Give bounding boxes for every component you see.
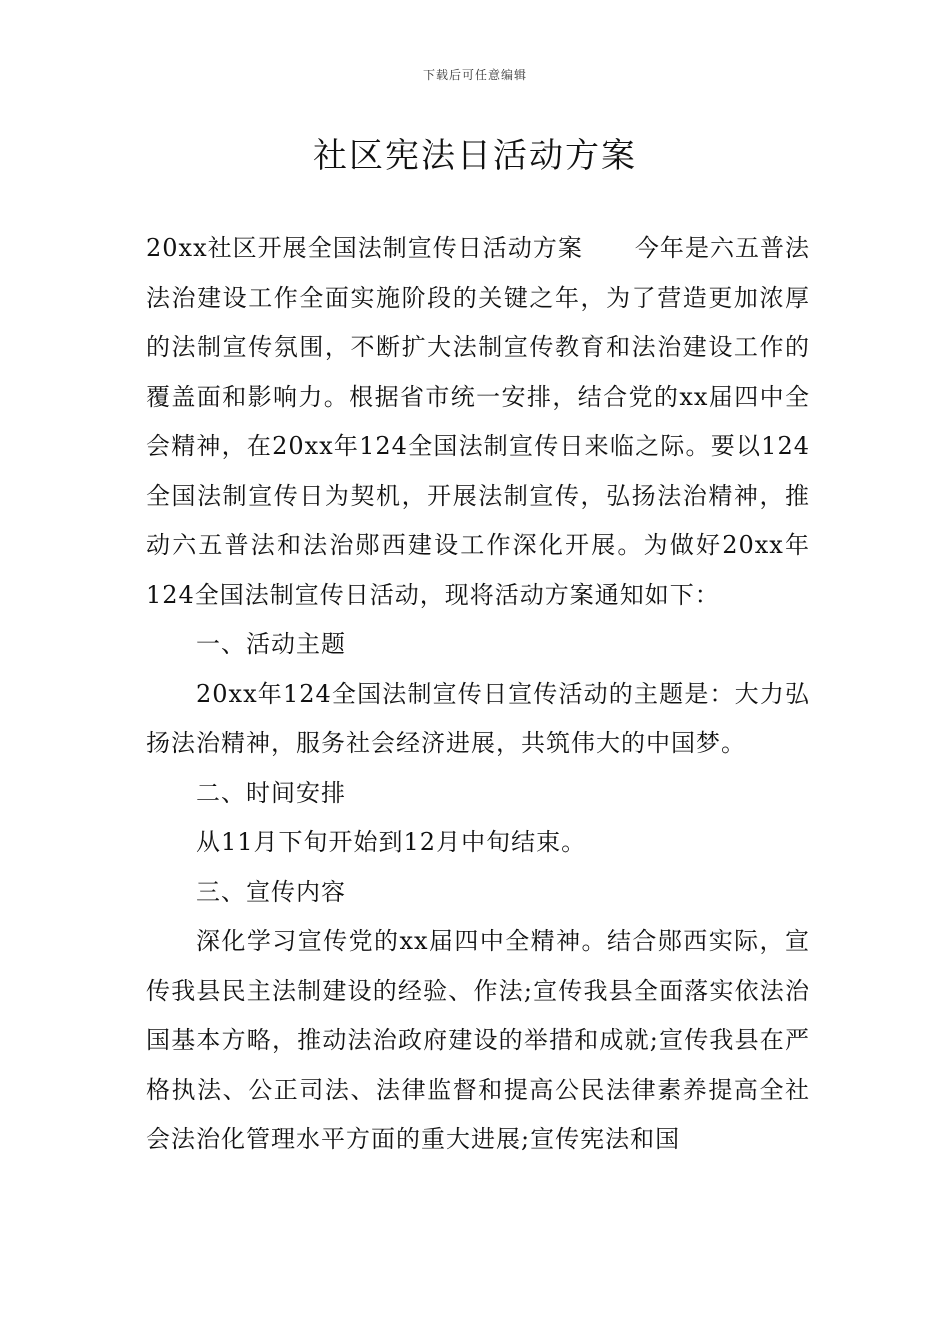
section-body-schedule: 从11月下旬开始到12月中旬结束。 [196,828,587,856]
section-body-content: 深化学习宣传党的xx届四中全精神。结合郧西实际，宣传我县民主法制建设的经验、作法;宣传我县全面落实依法治国基本方略，推动法治政府建设的举措和成就;宣传我县在严格执法、公正司法、法律监督和提高公民法律素养提高全社会法治化管理水平方面的重大进展;宣传宪法和国 [146,927,810,1153]
intro-body: 今年是六五普法法治建设工作全面实施阶段的关键之年，为了营造更加浓厚的法制宣传氛围，不断扩大法制宣传教育和法治建设工作的覆盖面和影响力。根据省市统一安排，结合党的xx届四中全会精神，在20xx年124全国法制宣传日来临之际。要以124全国法制宣传日为契机，开展法制宣传，弘扬法治精神，推动六五普法和法治郧西建设工作深化开展。为做好20xx年124全国法制宣传日活动，现将活动方案通知如下： [146,234,811,609]
section-body-theme: 20xx年124全国法制宣传日宣传活动的主题是：大力弘扬法治精神，服务社会经济进展，共筑伟大的中国梦。 [146,679,810,757]
header-note: 下载后可任意编辑 [422,68,527,82]
section-heading-theme: 一、活动主题 [196,630,346,658]
intro-title: 20xx社区开展全国法制宣传日活动方案 [146,234,583,262]
document-body [146,224,810,1165]
document-title: 社区宪法日活动方案 [313,136,637,176]
intro-paragraph [146,224,810,620]
section-heading-schedule: 二、时间安排 [196,778,346,807]
section-heading-content: 三、宣传内容 [196,877,346,906]
